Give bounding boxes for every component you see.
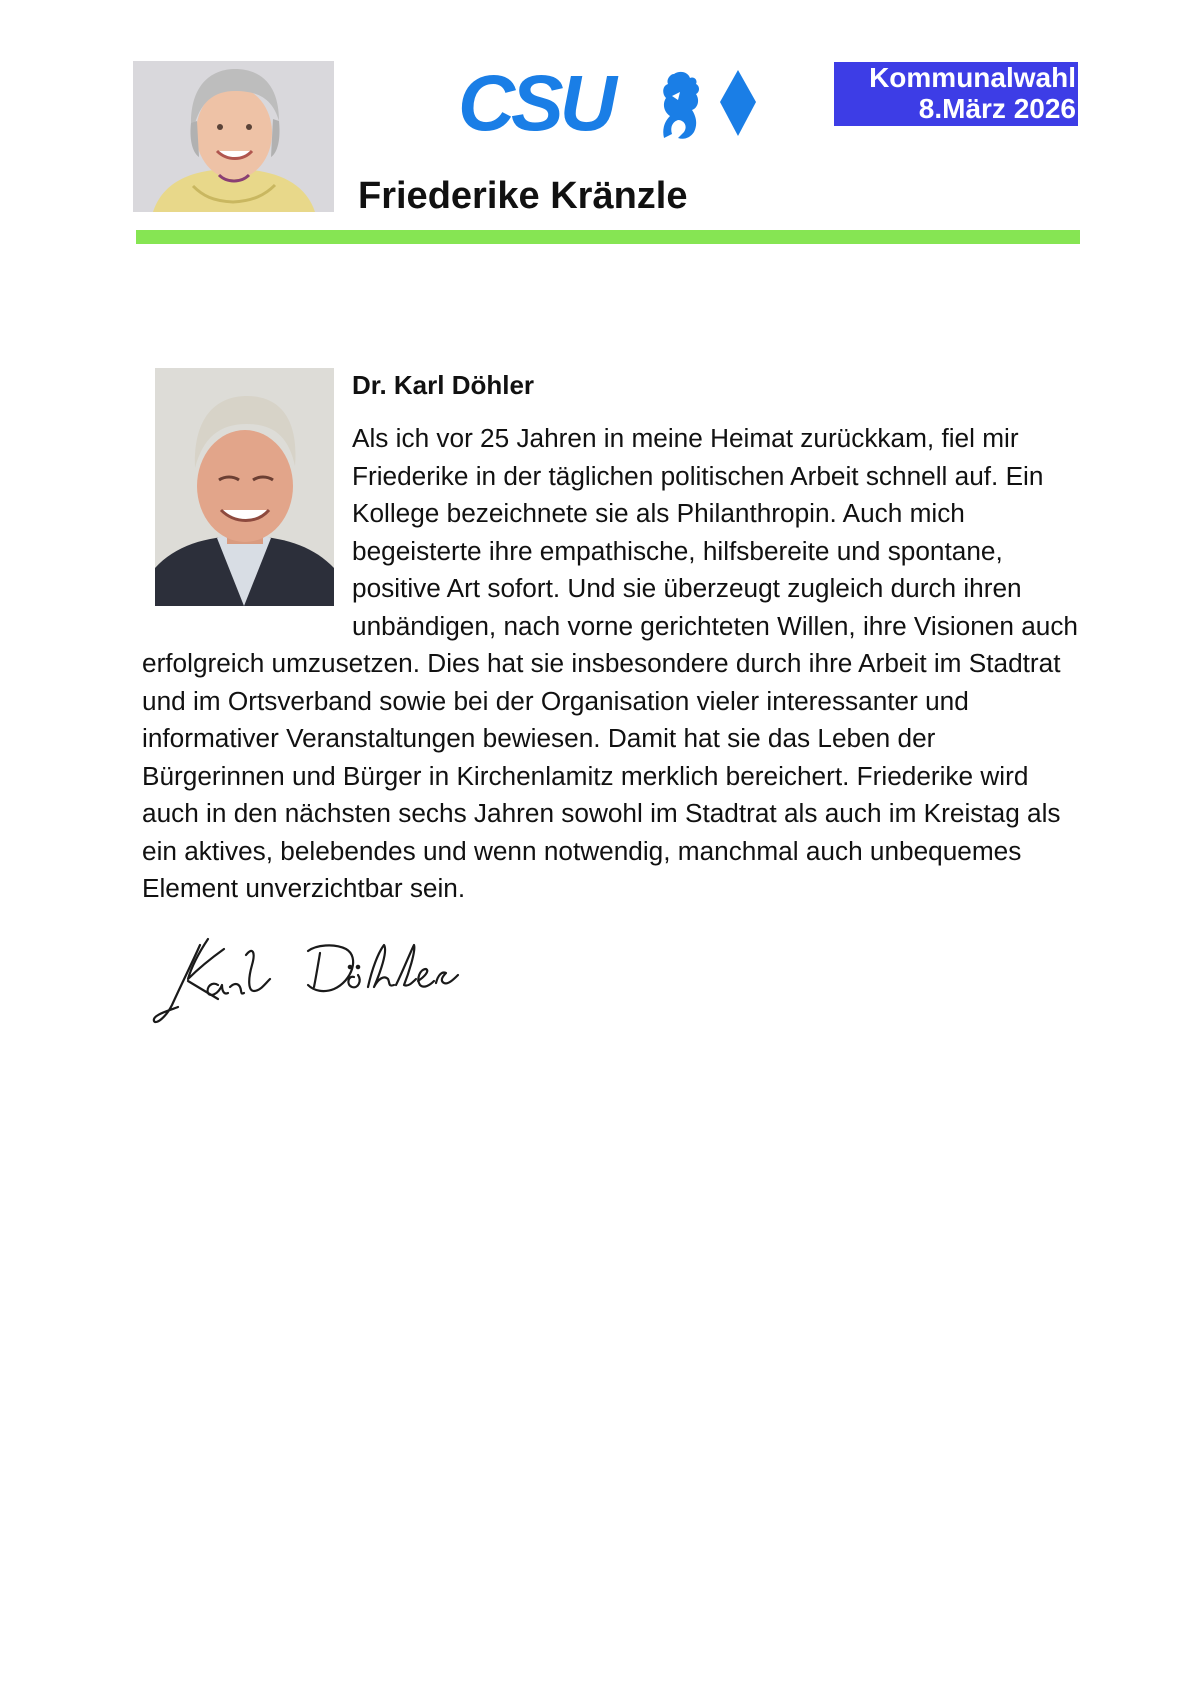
photo-wrap-spacer [142,420,352,608]
author-signature [148,925,468,1035]
election-date: 8.März 2026 [918,93,1076,124]
testimonial-text: Als ich vor 25 Jahren in meine Heimat zurückkam, fiel mir Friederike in der täglichen politischen Arbeit schnell auf. Ein Kollege bezeichnete sie als Philanthropin. Auch mich begeisterte ihre empathische, hilfsbereite und spontane, positive Art sofort. Und sie überzeugt zugleich durch ihren unbändigen, nach vorne gerichteten Willen, ihre Visionen auch erfolgreich umzusetzen. Dies hat sie insbesondere durch ihre Arbeit im Stadtrat und im Ortsverband sowie bei der Organisation vieler interessanter und informativer Veranstaltungen bewiesen. Damit hat sie das Leben der Bürgerinnen und Bürger in Kirchenlamitz merklich bereichert. Friederike wird auch in den nächsten sechs Jahren sowohl im Stadtrat als auch im Kreistag als ein aktives, belebendes und wenn notwendig, manchmal auch unbequemes Element unverzichtbar sein. [142,423,1078,903]
lion-icon [663,72,699,139]
diamond-icon [720,70,756,136]
candidate-photo [133,61,334,212]
testimonial-author: Dr. Karl Döhler [352,370,535,400]
election-title: Kommunalwahl [869,62,1076,93]
csu-logo-text: CSU [458,66,613,142]
header-divider [136,230,1080,244]
csu-logo [458,66,758,142]
candidate-name: Friederike Kränzle [358,175,688,217]
testimonial-body [142,420,1082,908]
election-badge [834,62,1078,126]
